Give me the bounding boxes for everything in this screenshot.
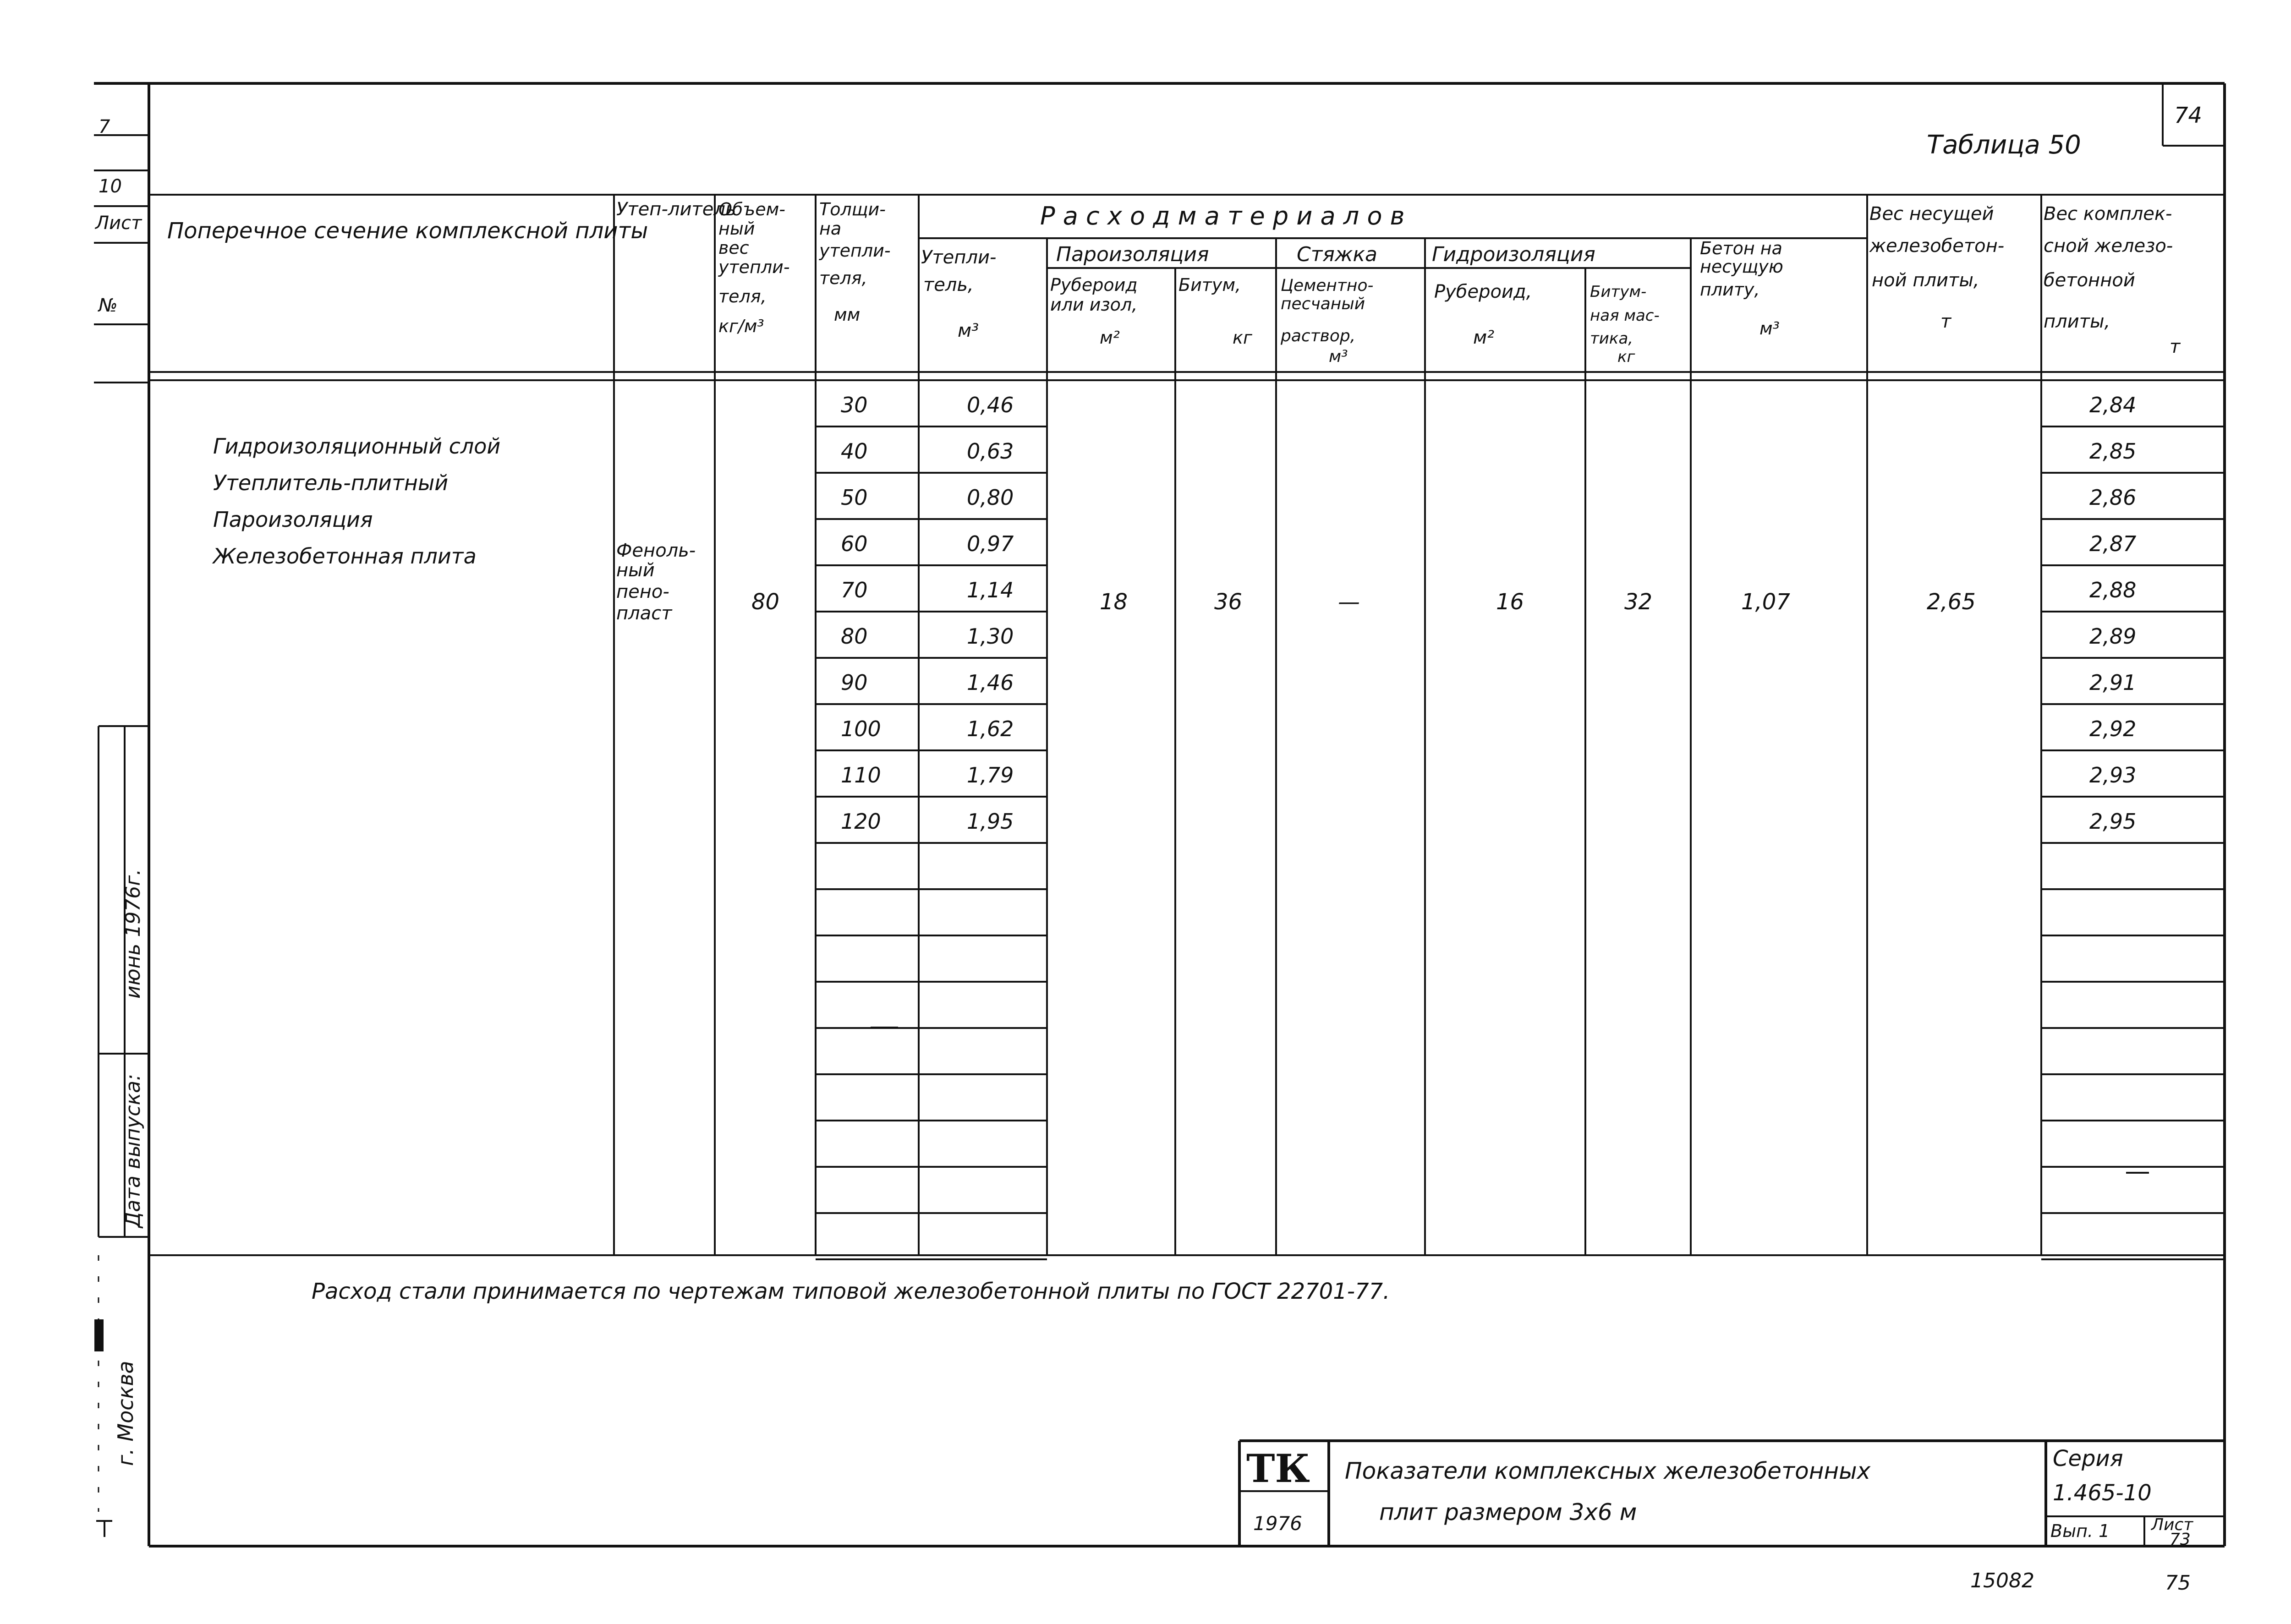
row-insul-volume: 1,79 [967, 763, 1014, 787]
series-value: 1.465-10 [2053, 1480, 2152, 1506]
row-thickness: 70 [841, 578, 868, 602]
row-thickness: 30 [841, 393, 868, 417]
title-year: 1976 [1253, 1512, 1302, 1535]
page-number: 74 [2174, 103, 2203, 128]
header-consumption: Р а с х о д м а т е р и а л о в [1040, 202, 1405, 230]
margin-city: г. Москва [113, 1361, 138, 1466]
row-insul-volume: 0,63 [967, 439, 1014, 464]
row-insul-volume: 1,30 [967, 624, 1014, 649]
row-insul-volume: 1,46 [967, 670, 1014, 695]
margin-mark-number: № [99, 295, 118, 316]
layer-1: Гидроизоляционный слой [213, 434, 501, 459]
margin-mark-sheet: Лист [95, 213, 142, 234]
margin-date-label: Дата выпуска: [121, 1074, 145, 1228]
page-code: 75 [2165, 1571, 2191, 1595]
header-screed: Стяжка [1297, 243, 1377, 266]
header-wp-mastic: Битум- ная мас- тика, кг [1590, 283, 1660, 366]
row-insul-volume: 0,80 [967, 485, 1014, 510]
row-thickness: 110 [841, 763, 881, 787]
layer-list [212, 434, 500, 569]
header-insul-volume: Утепли- тель, м³ [921, 247, 997, 341]
row-complex-weight: 2,95 [2089, 809, 2137, 834]
row-thickness: 80 [841, 624, 868, 649]
title-block [1239, 1441, 2225, 1549]
row-thickness: 120 [841, 809, 881, 834]
row-complex-weight: 2,89 [2089, 624, 2137, 649]
title-line-2: плит размером 3х6 м [1379, 1499, 1637, 1526]
row-thickness: 100 [841, 716, 881, 741]
header-waterproofing: Гидроизоляция [1432, 243, 1595, 266]
row-thickness: 50 [841, 485, 868, 510]
header-vb-ruberoid: Рубероид или изол, м² [1050, 275, 1138, 348]
title-line-1: Показатели комплексных железобетонных [1345, 1458, 1871, 1484]
table-title: Таблица 50 [1927, 130, 2081, 160]
layer-4: Железобетонная плита [213, 544, 477, 569]
sheet-value: 73 [2170, 1530, 2191, 1549]
row-insul-volume: 1,62 [967, 716, 1014, 741]
row-insul-volume: 0,97 [967, 531, 1014, 556]
header-screed-mortar: Цементно- песчаный раствор, м³ [1281, 276, 1374, 366]
series-label: Серия [2053, 1446, 2123, 1471]
table-grid [149, 195, 2225, 1255]
header-vapor-barrier: Пароизоляция [1056, 243, 1209, 266]
layer-3: Пароизоляция [213, 507, 373, 532]
row-complex-weight: 2,92 [2089, 716, 2137, 741]
header-complex-weight: Вес комплек- сной железо- бетонной плиты, т [2044, 203, 2181, 357]
row-complex-weight: 2,86 [2089, 485, 2137, 510]
header-wp-ruberoid: Рубероид, м² [1434, 281, 1532, 348]
footnote: Расход стали принимается по чертежам типовой железобетонной плиты по ГОСТ 22701-77. [312, 1279, 1390, 1304]
row-insul-volume: 0,46 [967, 393, 1014, 417]
row-complex-weight: 2,91 [2089, 670, 2137, 695]
bearing-weight-value: 2,65 [1927, 589, 1976, 615]
row-complex-weight: 2,88 [2089, 578, 2137, 602]
row-thickness: 90 [841, 670, 868, 695]
vb-bitumen-value: 36 [1214, 589, 1243, 615]
row-complex-weight: 2,84 [2089, 393, 2137, 417]
row-insul-volume: 1,95 [967, 809, 1014, 834]
left-margin [94, 116, 149, 1537]
row-insul-volume: 1,14 [967, 578, 1014, 602]
margin-mark-10: 10 [99, 176, 122, 197]
vb-ruberoid-value: 18 [1100, 589, 1128, 615]
row-thickness: 60 [841, 531, 868, 556]
row-complex-weight: 2,93 [2089, 763, 2137, 787]
row-separators [816, 427, 2225, 1259]
row-thickness: 40 [841, 439, 868, 464]
archive-code: 15082 [1970, 1569, 2034, 1592]
wp-mastic-value: 32 [1624, 589, 1653, 615]
issue-number: Вып. 1 [2050, 1521, 2110, 1541]
header-cross-section: Поперечное сечение комплексной плиты [167, 218, 648, 244]
screed-value: — [1338, 589, 1360, 615]
header-thickness: Толщи- на утепли- теля, мм [819, 199, 891, 325]
concrete-value: 1,07 [1741, 589, 1790, 615]
density-value: 80 [751, 589, 780, 615]
layer-2: Утеплитель-плитный [213, 470, 449, 495]
margin-date-value: июнь 1976г. [121, 869, 145, 999]
tk-logo: ТК [1246, 1446, 1310, 1491]
row-complex-weight: 2,87 [2089, 531, 2137, 556]
insulation-type: Феноль- ный пено- пласт [616, 540, 696, 624]
sheet-label: Лист [2151, 1515, 2193, 1534]
row-complex-weight: 2,85 [2089, 439, 2137, 464]
header-concrete: Бетон на несущую плиту, м³ [1700, 238, 1783, 339]
margin-mark-7: 7 [99, 116, 110, 137]
sheet-frame [94, 83, 2225, 1546]
header-vb-bitumen: Битум, кг [1178, 275, 1252, 348]
wp-ruberoid-value: 16 [1496, 589, 1524, 615]
header-bearing-weight: Вес несущей железобетон- ной плиты, т [1869, 203, 2005, 332]
header-insulation: Утеп-литель [616, 199, 736, 220]
header-density: Объем- ный вес утепли- теля, кг/м³ [718, 199, 790, 336]
table-header [167, 199, 2181, 366]
